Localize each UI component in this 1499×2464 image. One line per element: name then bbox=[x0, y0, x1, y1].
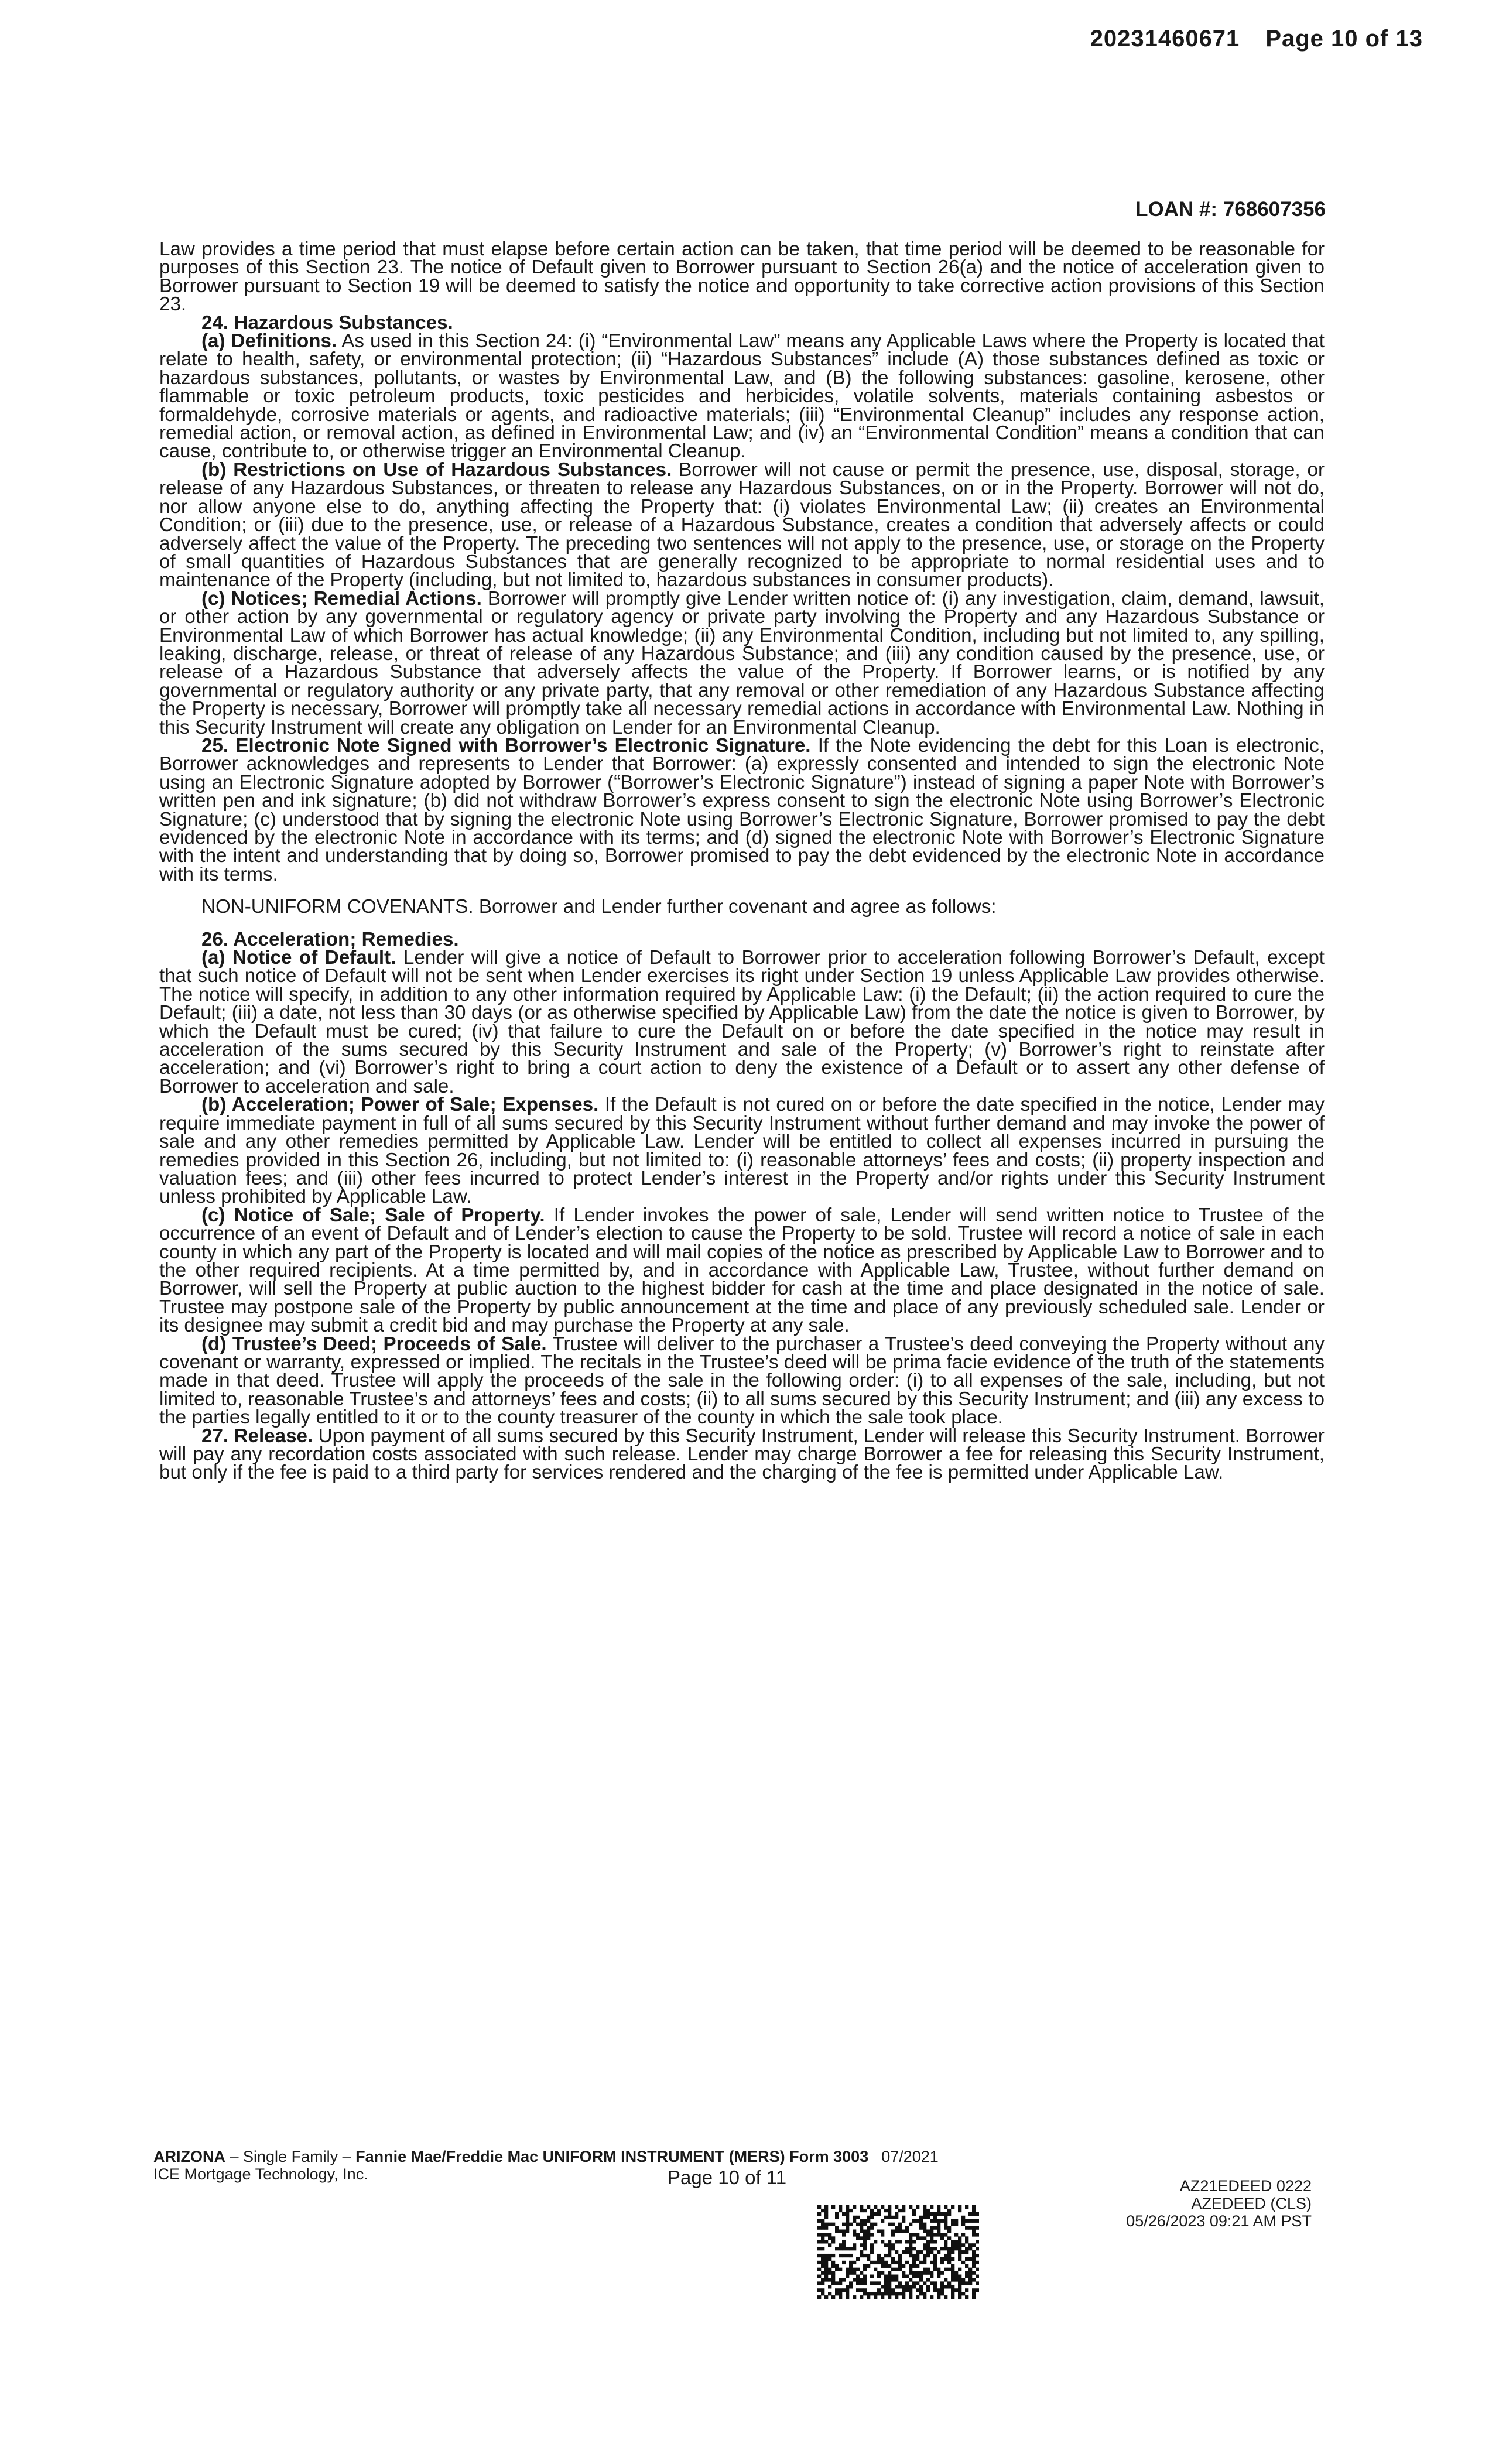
recording-page-label: Page 10 of 13 bbox=[1265, 26, 1423, 52]
loan-number: LOAN #: 768607356 bbox=[1135, 198, 1326, 221]
section-26c-text: If Lender invokes the power of sale, Lender will send written notice to Trustee of the occurrence of an event of Default and of Lender’s election to cause the Property to be sold. Trustee will record a notice of sale in each county in which any part of the Property is located and will mail copies of the notice as prescribed by Applicable Law to Borrower and to the other required recipients. At a time permitted by, and in accordance with Applicable Law, Trustee, without further demand on Borrower, will sell the Property at public auction to the highest bidder for cash at the time and place designated in the notice of sale. Trustee may postpone sale of the Property by public announcement at the time and place of any previously scheduled sale. Lender or its designee may submit a credit bid and may purchase the Property at any sale. bbox=[159, 1204, 1325, 1337]
form-instrument: Fannie Mae/Freddie Mac UNIFORM INSTRUMENT (MERS) Form 3003 bbox=[355, 2148, 869, 2165]
section-27-text: Upon payment of all sums secured by this Security Instrument, Lender will release this Security Instrument. Borrower will pay any recordation costs associated with such release. Lender may charge Borrower a fee for releasing this Security Instrument, but only if the fee is paid to a third party for services rendered and the charging of the fee is permitted under Applicable Law. bbox=[159, 1425, 1325, 1484]
form-code-1: AZ21EDEED 0222 bbox=[1179, 2177, 1312, 2195]
form-date: 07/2021 bbox=[881, 2148, 939, 2165]
form-code-2: AZEDEED (CLS) bbox=[1191, 2195, 1312, 2212]
section-24b-heading: (b) Restrictions on Use of Hazardous Substances. bbox=[201, 458, 672, 481]
section-24b bbox=[159, 458, 1325, 591]
section-26c bbox=[159, 1206, 1325, 1335]
section-26a-text: Lender will give a notice of Default to Borrower prior to acceleration following Borrower’s Default, except that such notice of Default will not be sent when Lender exercises its right under Section 19 unless Applicable Law provides otherwise. The notice will specify, in addition to any other information required by Applicable Law: (i) the Default; (ii) the action required to cure the Default; (iii) a date, not less than 30 days (or as otherwise specified by Applicable Law) from the date the notice is given to Borrower, by which the Default must be cured; (iv) that failure to cure the Default on or before the date specified in the notice may result in acceleration of the sums secured by this Security Instrument and sale of the Property; (v) Borrower’s right to reinstate after acceleration; and (vi) Borrower’s right to bring a court action to deny the existence of a Default or to assert any other defense of Borrower to acceleration and sale. bbox=[159, 947, 1325, 1097]
form-footer bbox=[153, 2148, 939, 2183]
section-26b-heading: (b) Acceleration; Power of Sale; Expenses. bbox=[201, 1094, 599, 1116]
form-family-type: – Single Family – bbox=[225, 2148, 356, 2165]
non-uniform-covenants: NON-UNIFORM COVENANTS. Borrower and Lender further covenant and agree as follows: bbox=[201, 896, 997, 918]
section-26b-text: If the Default is not cured on or before the date specified in the notice, Lender may require immediate payment in full of all sums secured by this Security Instrument without further demand and may invoke the power of sale and any other remedies permitted by Applicable Law. Lender will be entitled to collect all expenses incurred in pursuing the remedies provided in this Section 26, including, but not limited to: (i) reasonable attorneys’ fees and costs; (ii) property inspection and valuation fees; and (iii) other fees incurred to protect Lender’s interest in the Property and/or rights under this Security Instrument unless prohibited by Applicable Law. bbox=[159, 1094, 1325, 1208]
document-number: 20231460671 bbox=[1090, 26, 1240, 52]
section-26a-heading: (a) Notice of Default. bbox=[201, 947, 396, 969]
section-26c-heading: (c) Notice of Sale; Sale of Property. bbox=[201, 1204, 545, 1226]
form-state: ARIZONA bbox=[153, 2148, 225, 2165]
section-27 bbox=[159, 1427, 1325, 1482]
section-26b bbox=[159, 1096, 1325, 1206]
section-26-heading: 26. Acceleration; Remedies. bbox=[201, 928, 459, 950]
paragraph-section-23-continued: Law provides a time period that must elapse before certain action can be taken, that time period will be deemed to be reasonable for purposes of this Section 23. The notice of Default given to Borrower pursuant to Section 26(a) and the notice of acceleration given to Borrower pursuant to Section 19 will be deemed to satisfy the notice and opportunity to take corrective action provisions of this Section 23. bbox=[159, 238, 1325, 316]
section-24c-heading: (c) Notices; Remedial Actions. bbox=[201, 587, 482, 610]
section-24b-text: Borrower will not cause or permit the presence, use, disposal, storage, or release of any Hazardous Substances, or threaten to release any Hazardous Substances, on or in the Property. Borrower will not do, nor allow anyone else to do, anything affecting the Property that: (i) violates Environmental Law; (ii) creates an Environmental Condition; or (iii) due to the presence, use, or release of a Hazardous Substance, creates a condition that adversely affects or could adversely affect the value of the Property. The preceding two sentences will not apply to the presence, use, or storage on the Property of small quantities of Hazardous Substances that are generally recognized to be appropriate to normal residential uses and to maintenance of the Property (including, but not limited to, hazardous substances in consumer products). bbox=[159, 458, 1325, 591]
section-26d-text: Trustee will deliver to the purchaser a Trustee’s deed conveying the Property without any covenant or warranty, expressed or implied. The recitals in the Trustee’s deed will be prima facie evidence of the truth of the statements made in that deed. Trustee will apply the proceeds of the sale in the following order: (i) to all expenses of the sale, including, but not limited to, reasonable Trustee’s and attorneys’ fees and costs; (ii) to all sums secured by this Security Instrument; and (iii) any excess to the parties legally entitled to it or to the county treasurer of the county in which the sale took place. bbox=[159, 1333, 1325, 1429]
section-24c-text: Borrower will promptly give Lender written notice of: (i) any investigation, claim, demand, lawsuit, or other action by any governmental or regulatory agency or private party involving the Property and any Hazardous Substance or Environmental Law of which Borrower has actual knowledge; (ii) any Environmental Condition, including but not limited to, any spilling, leaking, discharge, release, or threat of release of any Hazardous Substance; and (iii) any condition caused by the presence, use, or release of a Hazardous Substance that adversely affects the value of the Property. If Borrower learns, or is notified by any governmental or regulatory authority or any private party, that any removal or other remediation of any Hazardous Substance affecting the Property is necessary, Borrower will promptly take all necessary remedial actions in accordance with Environmental Law. Nothing in this Security Instrument will create any obligation on Lender for an Environmental Cleanup. bbox=[159, 587, 1325, 738]
section-25-text: If the Note evidencing the debt for this Loan is electronic, Borrower acknowledges and represents to Lender that Borrower: (a) expressly consented and intended to sign the electronic Note using an Electronic Signature adopted by Borrower (“Borrower’s Electronic Signature”) instead of signing a paper Note with Borrower’s written pen and ink signature; (b) did not withdraw Borrower’s express consent to sign the electronic Note using Borrower’s Electronic Signature; (c) understood that by signing the electronic Note using Borrower’s Electronic Signature, Borrower promised to pay the debt evidenced by the electronic Note in accordance with its terms; and (d) signed the electronic Note with Borrower’s Electronic Signature with the intent and understanding that by doing so, Borrower promised to pay the debt evidenced by the electronic Note in accordance with its terms. bbox=[159, 734, 1325, 885]
section-24a-heading: (a) Definitions. bbox=[201, 330, 337, 353]
section-24a-text: As used in this Section 24: (i) “Environmental Law” means any Applicable Laws where the Property is located that relate to health, safety, or environmental protection; (ii) “Hazardous Substances” include (A) those substances defined as toxic or hazardous substances, pollutants, or wastes by Environmental Law, and (B) the following substances: gasoline, kerosene, other flammable or toxic petroleum products, toxic pesticides and herbicides, volatile solvents, materials containing asbestos or formaldehyde, corrosive materials or agents, and radioactive materials; (iii) “Environmental Cleanup” includes any response action, remedial action, or removal action, as defined in Environmental Law; and (iv) an “Environmental Condition” means a condition that can cause, contribute to, or otherwise trigger an Environmental Cleanup. bbox=[159, 330, 1325, 463]
section-24a bbox=[159, 332, 1325, 461]
form-codes bbox=[1126, 2177, 1312, 2230]
section-26d-heading: (d) Trustee’s Deed; Proceeds of Sale. bbox=[201, 1333, 547, 1355]
barcode-icon bbox=[817, 2205, 979, 2299]
section-27-heading: 27. Release. bbox=[201, 1425, 313, 1447]
section-26a bbox=[159, 949, 1325, 1096]
section-24c bbox=[159, 587, 1325, 738]
form-timestamp: 05/26/2023 09:21 AM PST bbox=[1126, 2212, 1312, 2230]
section-25-heading: 25. Electronic Note Signed with Borrower’s Electronic Signature. bbox=[201, 734, 811, 757]
recording-header bbox=[1090, 26, 1423, 52]
section-26d bbox=[159, 1335, 1325, 1427]
form-page-number: Page 10 of 11 bbox=[668, 2167, 787, 2188]
form-identifier bbox=[153, 2148, 939, 2165]
form-company: ICE Mortgage Technology, Inc. bbox=[153, 2165, 368, 2183]
section-25 bbox=[159, 734, 1325, 885]
document-body bbox=[159, 240, 1325, 1482]
section-24-heading: 24. Hazardous Substances. bbox=[201, 312, 453, 334]
